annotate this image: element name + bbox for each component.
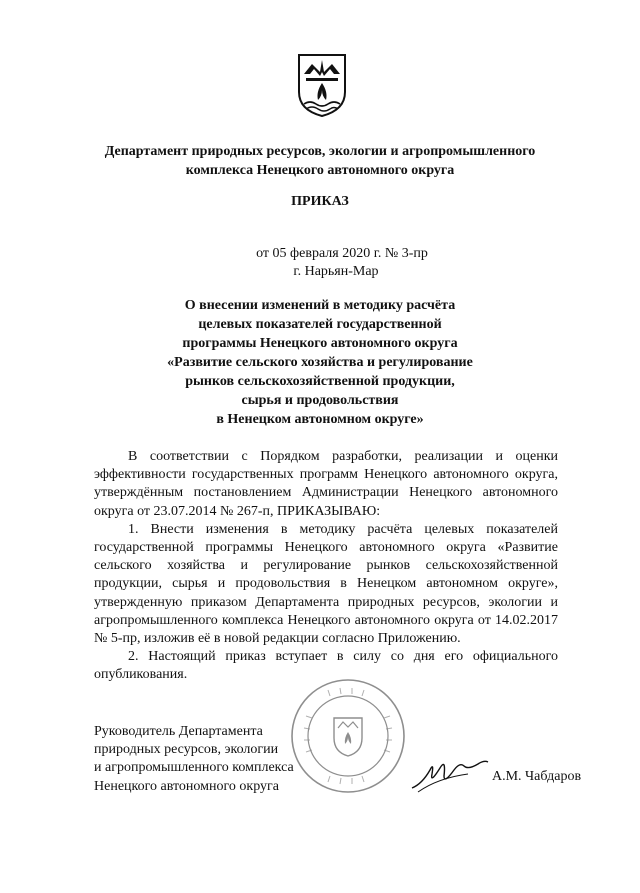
department-heading: [80, 142, 560, 180]
subject-line: сырья и продовольствия: [241, 393, 399, 408]
document-type: ПРИКАЗ: [291, 194, 349, 209]
subject-line: программы Ненецкого автономного округа: [182, 336, 458, 351]
subject-line: О внесении изменений в методику расчёта: [184, 298, 456, 313]
body-item-1: 1. Внести изменения в методику расчёта целевых показателей государственной программы Ненецкого автономного округа «Развитие сельского хозяйства и регулирование рынков сельскохозяйственной продукции, сырья и продовольствия в Ненецком автономном округе», утвержденную приказом Департамента природных ресурсов, экологии и агропромышленного комплекса Ненецкого автономного округа от 14.02.2017 № 5-пр, изложив её в новой редакции согласно Приложению.: [94, 521, 558, 647]
official-stamp-icon: [288, 676, 408, 796]
subject-line: целевых показателей государственной: [198, 317, 442, 332]
order-body: [94, 448, 558, 685]
position-line: Ненецкого автономного округа: [94, 778, 279, 794]
position-line: и агропромышленного комплекса: [94, 760, 294, 776]
department-line: комплекса Ненецкого автономного округа: [185, 163, 455, 178]
subject-line: в Ненецком автономном округе»: [216, 412, 424, 427]
subject-line: «Развитие сельского хозяйства и регулирование: [167, 355, 473, 370]
position-line: природных ресурсов, экологии: [94, 742, 279, 758]
body-item-2: 2. Настоящий приказ вступает в силу со дня его официального опубликования.: [94, 649, 558, 683]
order-date-number: от 05 февраля 2020 г. № 3-пр: [256, 246, 428, 261]
signatory-name: А.М. Чабдаров: [492, 769, 582, 784]
department-line: Департамент природных ресурсов, экологии и агропромышленного: [104, 144, 536, 159]
order-subject: [140, 296, 500, 429]
subject-line: рынков сельскохозяйственной продукции,: [185, 374, 455, 389]
body-intro-paragraph: В соответствии с Порядком разработки, реализации и оценки эффективности государственных программ Ненецкого автономного округа, утверждённым постановлением Администрации Ненецкого автономного округа от 23.07.2014 № 267-п, ПРИКАЗЫВАЮ:: [94, 449, 558, 519]
order-city: г. Нарьян-Мар: [293, 264, 379, 279]
position-line: Руководитель Департамента: [94, 724, 263, 739]
handwritten-signature-icon: [408, 748, 490, 796]
coat-of-arms-icon: [296, 52, 348, 118]
signatory-position: [94, 723, 294, 796]
